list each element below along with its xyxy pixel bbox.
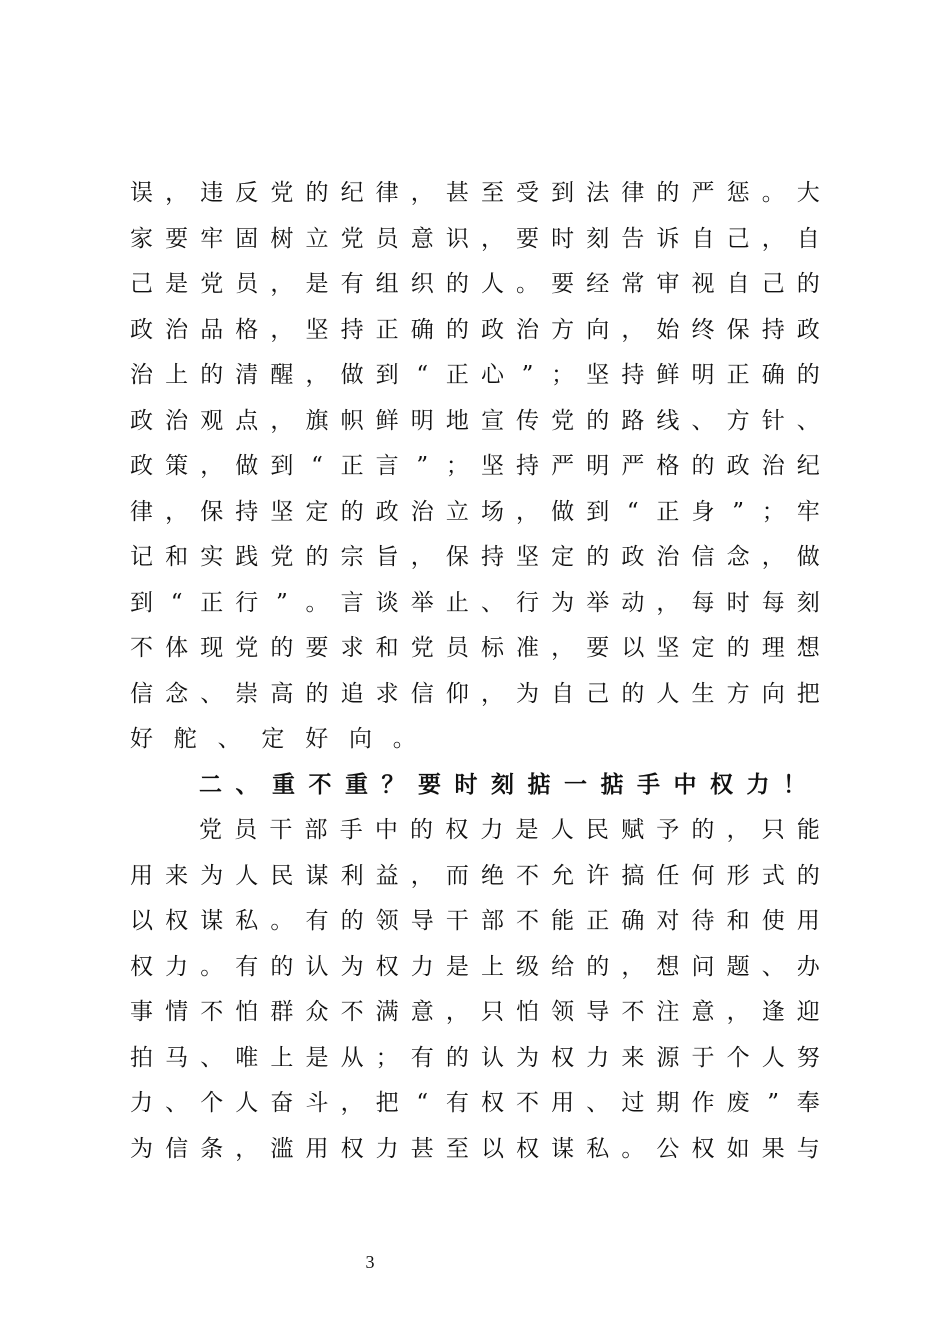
text-line: 家 要 牢 固 树 立 党 员 意 识 ， 要 时 刻 告 诉 自 己 ， 自	[130, 225, 820, 252]
body-text	[130, 171, 820, 1172]
text-line: 不 体 现 党 的 要 求 和 党 员 标 准 ， 要 以 坚 定 的 理 想	[130, 635, 820, 661]
text-line: 信 念 、 崇 高 的 追 求 信 仰 ， 为 自 己 的 人 生 方 向 把	[130, 680, 820, 707]
text-line: 律 ， 保 持 坚 定 的 政 治 立 场 ， 做 到 “ 正 身 ” ； 牢	[130, 498, 820, 525]
text-line: 误 ， 违 反 党 的 纪 律 ， 甚 至 受 到 法 律 的 严 惩 。 大	[130, 180, 820, 206]
text-line: 记 和 实 践 党 的 宗 旨 ， 保 持 坚 定 的 政 治 信 念 ， 做	[130, 544, 820, 570]
text-line: 为 信 条 ， 滥 用 权 力 甚 至 以 权 谋 私 。 公 权 如 果 与	[130, 1135, 820, 1162]
text-line: 以 权 谋 私 。 有 的 领 导 干 部 不 能 正 确 对 待 和 使 用	[130, 908, 820, 934]
text-line: 权 力 。 有 的 认 为 权 力 是 上 级 给 的 ， 想 问 题 、 办	[130, 953, 820, 980]
section-heading: 二 、 重 不 重 ？ 要 时 刻 掂 一 掂 手 中 权 力 ！	[199, 771, 806, 798]
text-line: 到 “ 正 行 ” 。 言 谈 举 止 、 行 为 举 动 ， 每 时 每 刻	[130, 589, 820, 616]
text-line: 政 治 观 点 ， 旗 帜 鲜 明 地 宣 传 党 的 路 线 、 方 针 、	[130, 407, 820, 434]
text-line: 政 策 ， 做 到 “ 正 言 ” ； 坚 持 严 明 严 格 的 政 治 纪	[130, 453, 820, 479]
paragraph-first-line: 党 员 干 部 手 中 的 权 力 是 人 民 赋 予 的 ， 只 能	[199, 817, 820, 843]
text-line: 政 治 品 格 ， 坚 持 正 确 的 政 治 方 向 ， 始 终 保 持 政	[130, 316, 820, 343]
text-line: 力 、 个 人 奋 斗 ， 把 “ 有 权 不 用 、 过 期 作 废 ” 奉	[130, 1090, 820, 1116]
text-line: 用 来 为 人 民 谋 利 益 ， 而 绝 不 允 许 搞 任 何 形 式 的	[130, 862, 820, 889]
text-line: 事 情 不 怕 群 众 不 满 意 ， 只 怕 领 导 不 注 意 ， 逢 迎	[130, 999, 820, 1025]
text-line: 好 舵 、 定 好 向 。	[130, 726, 416, 752]
text-line: 治 上 的 清 醒 ， 做 到 “ 正 心 ” ； 坚 持 鲜 明 正 确 的	[130, 362, 820, 388]
text-line: 拍 马 、 唯 上 是 从 ； 有 的 认 为 权 力 来 源 于 个 人 努	[130, 1044, 820, 1071]
text-line: 己 是 党 员 ， 是 有 组 织 的 人 。 要 经 常 审 视 自 己 的	[130, 271, 820, 297]
page-number: 3	[365, 1252, 375, 1272]
